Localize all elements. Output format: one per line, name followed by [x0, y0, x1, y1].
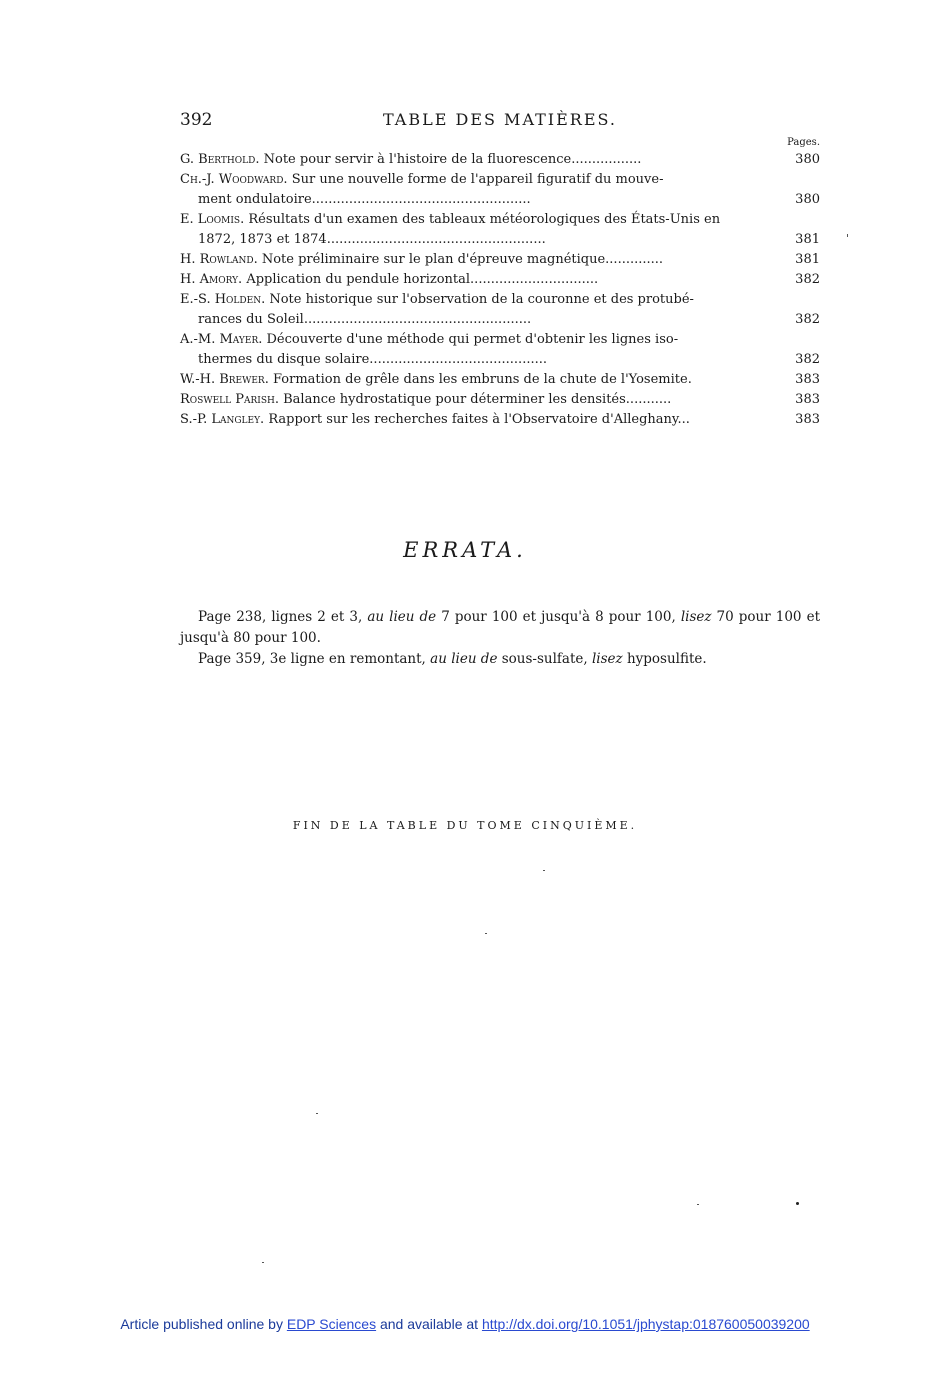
toc-entry-title: thermes du disque solaire........................................... — [198, 352, 547, 367]
errata-title: ERRATA. — [403, 538, 527, 562]
toc-entry-page: 380 — [795, 192, 820, 207]
toc-entry-author: H. Amory. — [180, 272, 243, 287]
toc-entry — [180, 270, 820, 290]
toc-entry — [180, 410, 820, 430]
toc-entry-title: Note historique sur l'observation de la couronne et des protubé- — [269, 292, 694, 307]
errata-paragraph-2 — [180, 649, 820, 670]
scan-speck — [543, 870, 545, 871]
errata-2-correction: hyposulfite. — [626, 651, 707, 667]
errata-1-au-lieu-de: au lieu de — [367, 609, 437, 625]
toc-entry-title: Note pour servir à l'histoire de la fluorescence................. — [263, 152, 642, 167]
scan-speck — [262, 1262, 264, 1263]
toc-entry-continuation-line — [180, 350, 820, 370]
toc-entry — [180, 370, 820, 390]
toc-entry — [180, 330, 820, 370]
scan-speck — [316, 1113, 318, 1114]
page-header — [180, 110, 820, 134]
toc-entry-author: S.-P. Langley. — [180, 412, 265, 427]
errata-1-text: Page 238, lignes 2 et 3, — [198, 609, 363, 625]
toc-entry-continuation-line — [180, 190, 820, 210]
errata-2-lisez: lisez — [591, 651, 623, 667]
toc-entry-title: Note préliminaire sur le plan d'épreuve magnétique.............. — [261, 252, 664, 267]
toc-entry-first-line — [180, 210, 820, 230]
publisher-link[interactable]: EDP Sciences — [286, 1316, 377, 1332]
toc-entry-page: 383 — [795, 372, 820, 387]
toc-entry-author: E.-S. Holden. — [180, 292, 266, 307]
toc-entry-author: A.-M. Mayer. — [180, 332, 263, 347]
scan-speck — [796, 1202, 799, 1205]
toc-entry-title: Découverte d'une méthode qui permet d'obtenir les lignes iso- — [266, 332, 679, 347]
toc-entry-author: Roswell Parish. — [180, 392, 279, 407]
scan-speck — [485, 933, 487, 934]
running-title: TABLE DES MATIÈRES. — [383, 110, 617, 129]
toc-entry-first-line — [180, 330, 820, 350]
toc-entry-page: 383 — [795, 392, 820, 407]
toc-entry-continuation-line — [180, 230, 820, 250]
toc-entry-title: 1872, 1873 et 1874..................................................... — [198, 232, 546, 247]
toc-entry-author: E. Loomis. — [180, 212, 245, 227]
scan-speck — [697, 1204, 699, 1205]
toc-entry-title: Application du pendule horizontal............................... — [246, 272, 599, 287]
toc-entry-first-line — [180, 390, 820, 410]
toc-entry-author: Ch.-J. Woodward. — [180, 172, 288, 187]
errata-2-original: sous-sulfate, — [501, 651, 588, 667]
toc-entry-first-line — [180, 170, 820, 190]
toc-entry-title: Sur une nouvelle forme de l'appareil figuratif du mouve- — [291, 172, 664, 187]
publication-footer — [0, 1316, 930, 1332]
toc-entry-title: rances du Soleil....................................................... — [198, 312, 532, 327]
toc-entry-first-line — [180, 150, 820, 170]
toc-entry-first-line — [180, 290, 820, 310]
table-of-contents — [180, 150, 820, 430]
toc-entry — [180, 390, 820, 410]
errata-1-correction: 70 pour 100 et jusqu'à 80 pour 100. — [180, 609, 820, 646]
toc-entry-page: 380 — [795, 152, 820, 167]
errata-2-au-lieu-de: au lieu de — [430, 651, 498, 667]
toc-entry-continuation-line — [180, 310, 820, 330]
toc-entry-first-line — [180, 270, 820, 290]
toc-entry-author: G. Berthold. — [180, 152, 260, 167]
toc-entry-title: ment ondulatoire..................................................... — [198, 192, 531, 207]
toc-entry — [180, 250, 820, 270]
pages-column-label: Pages. — [787, 137, 820, 148]
toc-entry-first-line — [180, 250, 820, 270]
toc-entry-first-line — [180, 410, 820, 430]
toc-entry-page: 382 — [795, 352, 820, 367]
toc-entry-author: H. Rowland. — [180, 252, 258, 267]
toc-entry-page: 381 — [795, 252, 820, 267]
toc-entry-title: Balance hydrostatique pour déterminer les densités........... — [283, 392, 672, 407]
toc-entry-page: 383 — [795, 412, 820, 427]
toc-entry-title: Résultats d'un examen des tableaux météorologiques des États-Unis en — [248, 212, 721, 227]
toc-entry — [180, 150, 820, 170]
errata-1-original: 7 pour 100 et jusqu'à 8 pour 100, — [441, 609, 676, 625]
errata-2-text: Page 359, 3e ligne en remontant, — [198, 651, 426, 667]
errata-body — [180, 607, 820, 670]
toc-entry-page: 382 — [795, 272, 820, 287]
scan-speck — [847, 234, 848, 237]
toc-entry — [180, 290, 820, 330]
footer-middle: and available at — [379, 1316, 479, 1332]
errata-paragraph-1 — [180, 607, 820, 649]
doi-link[interactable]: http://dx.doi.org/10.1051/jphystap:018760050039200 — [481, 1316, 810, 1332]
toc-entry-title: Rapport sur les recherches faites à l'Observatoire d'Alleghany... — [268, 412, 690, 427]
toc-entry — [180, 210, 820, 250]
page-number: 392 — [180, 110, 213, 130]
footer-prefix: Article published online by — [120, 1316, 283, 1332]
errata-1-lisez: lisez — [680, 609, 712, 625]
toc-entry-title: Formation de grêle dans les embruns de la chute de l'Yosemite. — [273, 372, 692, 387]
end-of-volume-note: FIN DE LA TABLE DU TOME CINQUIÈME. — [292, 819, 638, 832]
toc-entry — [180, 170, 820, 210]
toc-entry-author: W.-H. Brewer. — [180, 372, 269, 387]
toc-entry-page: 381 — [795, 232, 820, 247]
toc-entry-page: 382 — [795, 312, 820, 327]
toc-entry-first-line — [180, 370, 820, 390]
